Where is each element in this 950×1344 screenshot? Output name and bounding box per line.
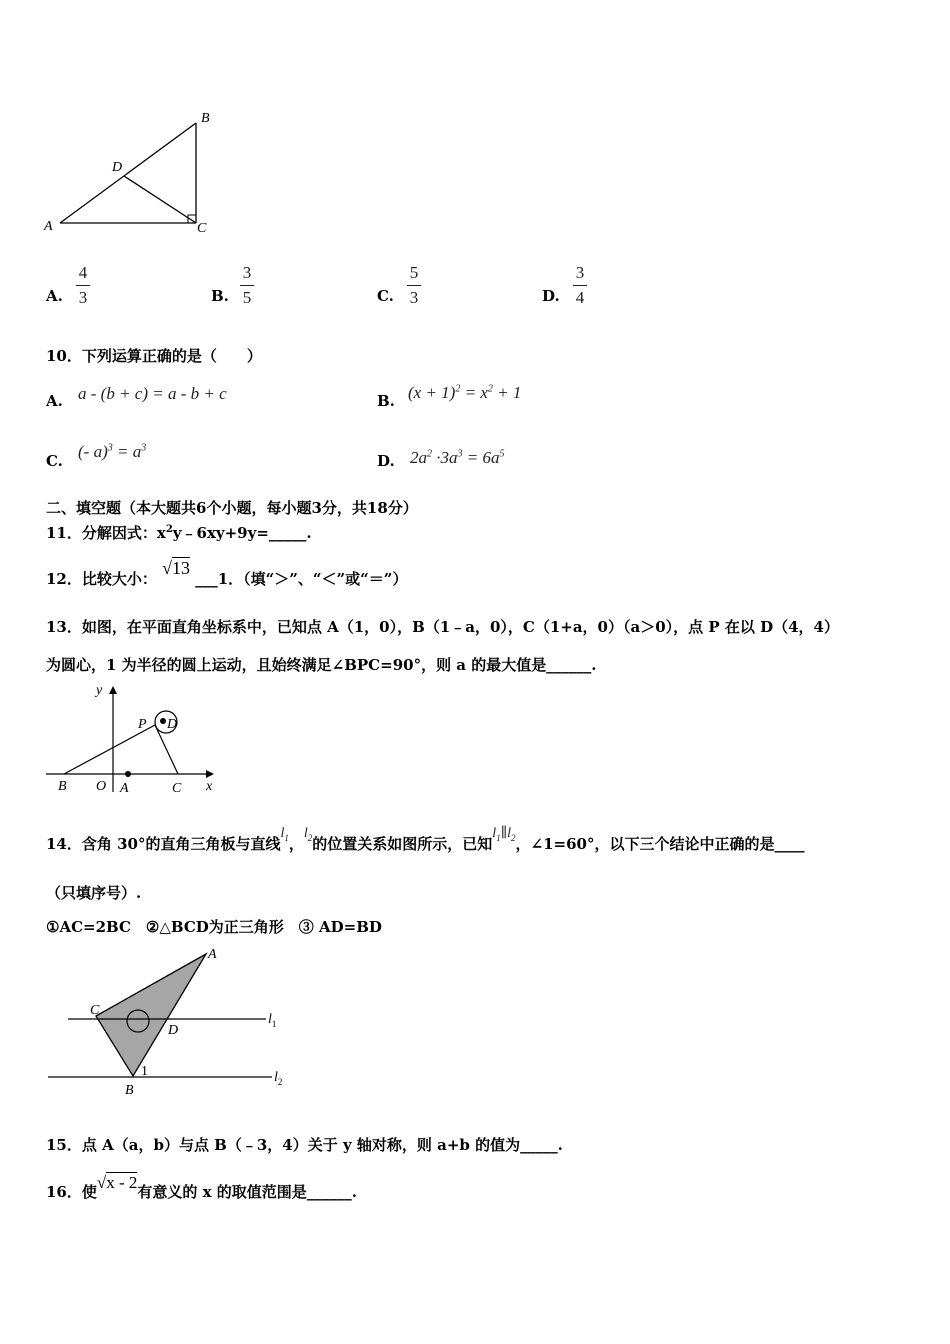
q9-option-c-label: C. [377,287,394,305]
triangle-plate [96,954,206,1076]
segment-dc [124,176,196,223]
label-d: D [112,160,123,175]
q14-line2: （只填序号）. [46,884,142,902]
q9-option-a-num: 4 [78,263,88,282]
label-c: C [172,781,182,796]
label-o: O [96,779,107,794]
label-1: 1 [141,1064,148,1079]
q11-text: 11．分解因式：$x^2y﹣6xy+9y=\_\_\_\_\_$. [46,524,312,542]
q10-option-d-label: D. [377,452,395,470]
label-y: y [96,683,103,698]
label-d: D [167,717,178,732]
label-a: A [208,947,217,962]
q9-option-a-fraction [76,263,90,308]
q9-option-b-den: 5 [242,288,252,307]
q9-option-c-den: 3 [409,288,419,307]
q10-option-c-label: C. [46,452,63,470]
q9-option-b-num: 3 [242,263,252,282]
point-a [125,771,131,777]
q10-option-a-expr: a - (b + c) = a - b + c [78,384,227,403]
triangle-lines-figure [40,942,295,1100]
q12-text: 12．比较大小： √13 ___1．（填“＞”、“＜”或“＝”） [46,558,408,588]
center-d [160,718,166,724]
label-c: C [90,1003,100,1018]
q10-option-b-expr: $(x + 1)^2 = x^2 + 1$ [408,383,522,402]
q10-option-a-label: A. [46,392,63,410]
q10-option-b-label: B. [377,392,395,410]
q9-option-c-num: 5 [409,263,419,282]
triangle-abc-figure [40,105,220,240]
label-p: P [138,717,147,732]
q10-option-d-expr: $2a^2 \cdot 3a^3 = 6a^5$ [410,448,505,467]
q9-option-b-label: B. [211,287,229,305]
q9-option-a-den: 3 [78,288,88,307]
q9-option-d-label: D. [542,287,560,305]
label-d: D [168,1023,179,1038]
label-x: x [206,779,213,794]
q9-option-b-fraction [240,263,254,308]
q9-option-d-den: 4 [575,288,585,307]
q13-line2: 为圆心，1 为半径的圆上运动，且始终满足∠BPC=90°，则 a 的最大值是______. [46,656,597,674]
segment-bp [64,725,155,774]
q10-option-c-expr: (- $a)^3 = a^3$ [78,442,147,461]
label-l1: $l_1$ [268,1012,277,1029]
label-b: B [58,779,67,794]
sqrt-13: √13 [162,558,190,578]
y-axis-arrow [109,686,117,694]
q9-option-c-fraction [407,263,421,308]
label-b: B [201,111,210,126]
q14-line3: ①AC=2BC ②△BCD为正三角形 ③ AD=BD [46,918,382,936]
q9-option-d-fraction [573,263,587,308]
label-a: A [44,219,53,234]
q9-option-d-num: 3 [575,263,585,282]
label-c: C [197,221,207,236]
q14-line1: 14．含角 30°的直角三角板与直线$l_1$，$l_2$的位置关系如图所示，已知$l_1\parallel l_2$，∠1=60°，以下三个结论中正确的是____ [46,826,805,853]
q16-text: 16．使√x - 2有意义的 x 的取值范围是______. [46,1173,358,1201]
q13-line1: 13．如图，在平面直角坐标系中，已知点 A（1，0），B（1﹣a，0），C（1+a，0）（a＞0），点 P 在以 D（4，4） [46,618,839,636]
x-axis-arrow [206,770,214,778]
coordinate-figure [40,680,225,800]
side-ab [60,123,196,223]
q15-text: 15．点 A（a，b）与点 B（﹣3，4）关于 y 轴对称，则 a+b 的值为_____. [46,1136,563,1154]
label-a: A [120,781,129,796]
q9-option-a-label: A. [46,287,63,305]
sqrt-x-minus-2: √x - 2 [96,1173,138,1192]
segment-pc [155,725,178,774]
q10-stem: 10．下列运算正确的是（ ） [46,347,262,365]
label-b: B [125,1083,134,1098]
label-l2: $l_2$ [274,1070,283,1087]
section-title: 二、填空题（本大题共6个小题，每小题3分，共18分） [46,499,418,517]
